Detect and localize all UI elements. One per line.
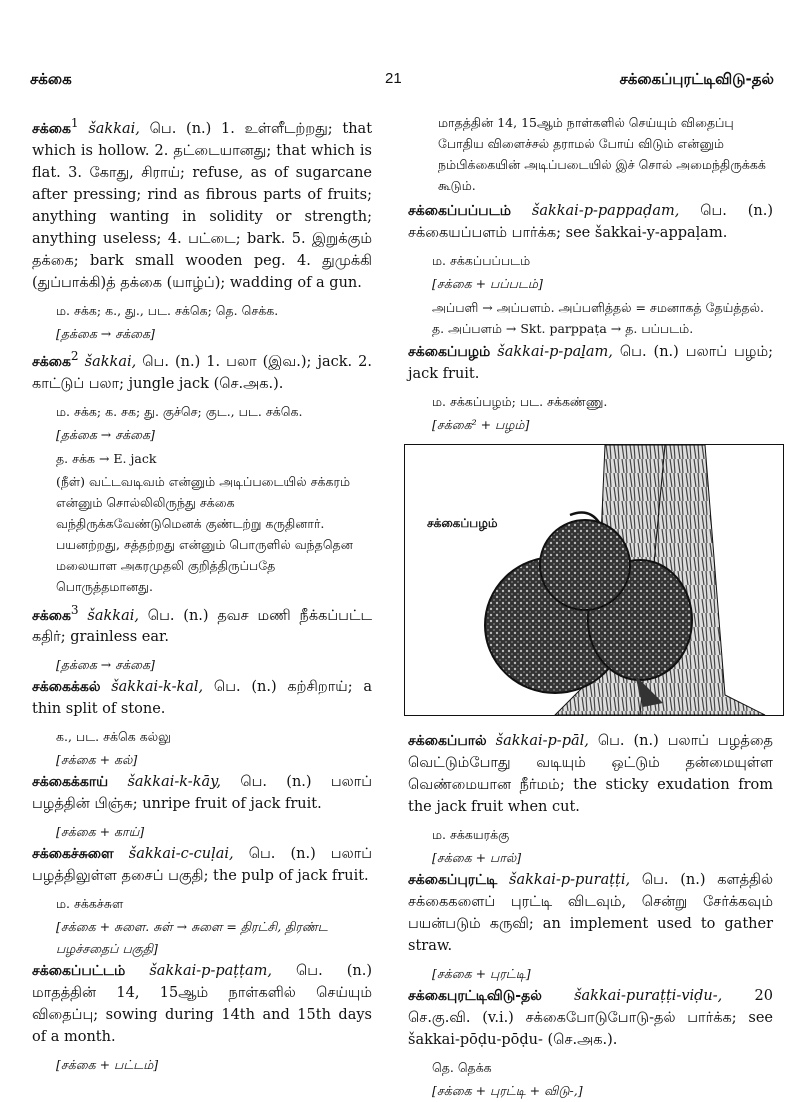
etymology: [சக்கை² + பழம்] [432, 417, 530, 432]
headword: சக்கைபுரட்டிவிடு-தல் [408, 988, 542, 1004]
definition: பெ. (n.) 1. பலா (இவ.); jack. 2. காட்டுப் பலா; jungle jack (செ.அக.). [32, 353, 372, 392]
definition: பெ. (n.) சக்கையப்பளம் பார்க்க; see šakkai-y-appaḷam. [408, 203, 774, 241]
definition: பெ. (n.) மாதத்தின் 14, 15ஆம் நாள்களில் செய்யும் விதைப்பு; sowing during 14th and 15th days of a month. [32, 963, 372, 1046]
etymology: [தக்கை → சக்கை] [56, 325, 155, 341]
transliteration: šakkai-c-cuḷai, [128, 846, 234, 863]
entry-sakkaipurattividu [408, 985, 773, 1051]
borrowing-note: த. சக்க → E. jack [56, 450, 157, 466]
cognates: ம. சக்க; க. சக; து. குச்செ; குட., பட. சக்கெ. [56, 403, 303, 419]
headword: சக்கைச்சுளை [32, 846, 114, 863]
definition: பெ. (n.) பலாப் பழத்தின் பிஞ்சு; unripe fruit of jack fruit. [32, 774, 373, 813]
headword: சக்கை [32, 607, 71, 624]
homonym-number: 2 [70, 348, 79, 363]
cognates: ம. சக்கச்சுள [56, 896, 124, 912]
entry-sakkaiccuLai [32, 843, 372, 887]
etymology: [சக்கை + கல்] [56, 752, 138, 768]
cognates: ம. சக்க; க., து., பட. சக்கெ; தெ. செக்க. [56, 302, 279, 318]
headword: சக்கைப்பழம் [408, 344, 491, 360]
definition: பெ. (n.) களத்தில் சக்கைகளைப் புரட்டி விடவும், சென்று சேர்க்கவும் பயன்படும் கருவி; an implement used to gather straw. [408, 872, 773, 954]
etymology: [சக்கை + பட்டம்] [56, 1057, 159, 1073]
headword: சக்கைக்கல் [32, 679, 101, 696]
header-right-word: சக்கைப்புரட்டிவிடு-தல் [619, 70, 774, 88]
cognates: ம. சக்கப்பழம்; பட. சக்கண்ணு. [432, 394, 608, 409]
homonym-number: 1 [70, 116, 79, 130]
transliteration: šakkai-k-kal, [111, 679, 204, 696]
entry-sakkai-1 [32, 112, 372, 294]
entry-sakkaippazham [408, 341, 773, 385]
header-left-word: சக்கை [30, 70, 72, 88]
transliteration: šakkai-p-paṭṭam, [149, 963, 272, 980]
entry-sakkaippappadam [408, 200, 773, 244]
transliteration: šakkai-p-paḻam, [497, 344, 613, 360]
cognates: ம. சக்கப்பப்படம் [432, 253, 531, 268]
cognates: ம. சக்கயரக்கு [432, 827, 510, 842]
homonym-number: 3 [70, 602, 79, 617]
definition: பெ. (n.) பலாப் பழம்; jack fruit. [408, 344, 774, 382]
definition: பெ. (n.) தவச மணி நீக்கப்பட்ட கதிர்; grainless ear. [32, 607, 373, 646]
transliteration: šakkai-p-pāl, [495, 733, 589, 749]
transliteration: šakkai, [88, 120, 140, 137]
etymology: [தக்கை → சக்கை] [56, 657, 155, 673]
transliteration: šakkai-k-kāy, [127, 774, 222, 791]
definition: பெ. (n.) பலாப் பழத்தை வெட்டும்போது வடியும் ஒட்டும் தன்மையுள்ள வெண்மையான நீர்மம்; the sticky exudation from the jack fruit when cut. [408, 733, 774, 815]
left-column [32, 112, 372, 1076]
figure-caption: சக்கைப்பழம் [427, 516, 498, 530]
entry-sakkaikkay [32, 771, 372, 815]
cognates: க., பட. சக்கெ கல்லு [56, 729, 171, 745]
entry-sakkai-2 [32, 345, 372, 395]
etymology: [சக்கை + பப்படம்] [432, 276, 543, 291]
transliteration: šakkai-puraṭṭi-viḍu-, [574, 988, 723, 1004]
etymology: [தக்கை → சக்கை] [56, 426, 155, 442]
etymology: [சக்கை + சுளை. சுள் → சுளை = திரட்சி, திரண்ட பழச்சதைப் பகுதி] [56, 919, 328, 957]
jackfruit-illustration [404, 444, 784, 716]
headword: சக்கைப்புரட்டி [408, 872, 498, 888]
headword: சக்கைப்பட்டம் [32, 963, 126, 980]
page-header [0, 70, 800, 94]
headword: சக்கைப்பப்படம் [408, 203, 511, 219]
transliteration: šakkai, [87, 607, 139, 624]
entry-sakkaippattam [32, 960, 372, 1048]
headword: சக்கைக்காய் [32, 774, 109, 791]
headword: சக்கை [32, 120, 71, 137]
etymology: [சக்கை + பால்] [432, 850, 522, 865]
definition: பெ. (n.) கற்சிறாய்; a thin split of stone. [32, 679, 373, 718]
entry-sakkaikkal [32, 676, 372, 720]
headword: சக்கை [32, 353, 71, 370]
transliteration: šakkai-p-pappaḍam, [531, 203, 680, 219]
usage-note: (நீள்) வட்டவடிவம் என்னும் அடிப்படையில் சக்கரம் என்னும் சொல்லிலிருந்து சக்கை வந்திருக்கவேண்டுமெனக் குண்டற்று கருதினார். பயனற்றது, சத்தற்றது என்னும் பொருளில் வந்ததென மலையாள அகரமுதலி குறித்திருப்பதே பொருத்தமானது. [56, 473, 353, 594]
entry-sakkaippurattit [408, 869, 773, 957]
etymology: [சக்கை + புரட்டி] [432, 966, 531, 981]
transliteration: šakkai, [84, 353, 137, 370]
etymology: [சக்கை + காய்] [56, 824, 145, 840]
entry-sakkai-3 [32, 599, 372, 649]
etymology: [சக்கை + புரட்டி + விடு-,] [432, 1083, 583, 1098]
jackfruit-drawing [405, 445, 783, 715]
usage-note: அப்பளி → அப்பளம். அப்பளித்தல் = சமனாகத் தேய்த்தல். த. அப்பளம் → Skt. parppaṭa → த. பப்படம். [432, 300, 765, 336]
page-number: 21 [385, 70, 402, 87]
definition: பெ. (n.) 1. உள்ளீடற்றது; that which is hollow. 2. தட்டையானது; that which is flat. 3. கோது, சிராய்; refuse, as of sugarcane after pressing; rind as fibrous parts of fruits; anything wanting in solidity or strength; anything useless; 4. பட்டை; bark. 5. இறுக்கும் தக்கை; bark small wooden peg. 4. துமுக்கி (துப்பாக்கி)த் தக்கை (யாழ்ப்); wadding of a gun. [32, 120, 373, 291]
transliteration: šakkai-p-puraṭṭi, [509, 872, 631, 888]
continued-note: மாதத்தின் 14, 15ஆம் நாள்களில் செய்யும் விதைப்பு போதிய விளைச்சல் தராமல் போய் விடும் என்னும் நம்பிக்கையின் அடிப்படையில் இச் சொல் அமைந்திருக்கக் கூடும். [438, 115, 766, 193]
cognates: தெ. தெக்க [432, 1060, 492, 1075]
definition: 20 செ.கு.வி. (v.i.) சக்கைபோடுபோடு-தல் பார்க்க; see šakkai-pōḍu-pōḍu- (செ.அக.). [408, 988, 773, 1048]
right-column [408, 112, 773, 1102]
entry-sakkaippal [408, 730, 773, 818]
definition: பெ. (n.) பலாப் பழத்திலுள்ள தசைப் பகுதி; the pulp of jack fruit. [32, 846, 372, 885]
headword: சக்கைப்பால் [408, 733, 487, 749]
